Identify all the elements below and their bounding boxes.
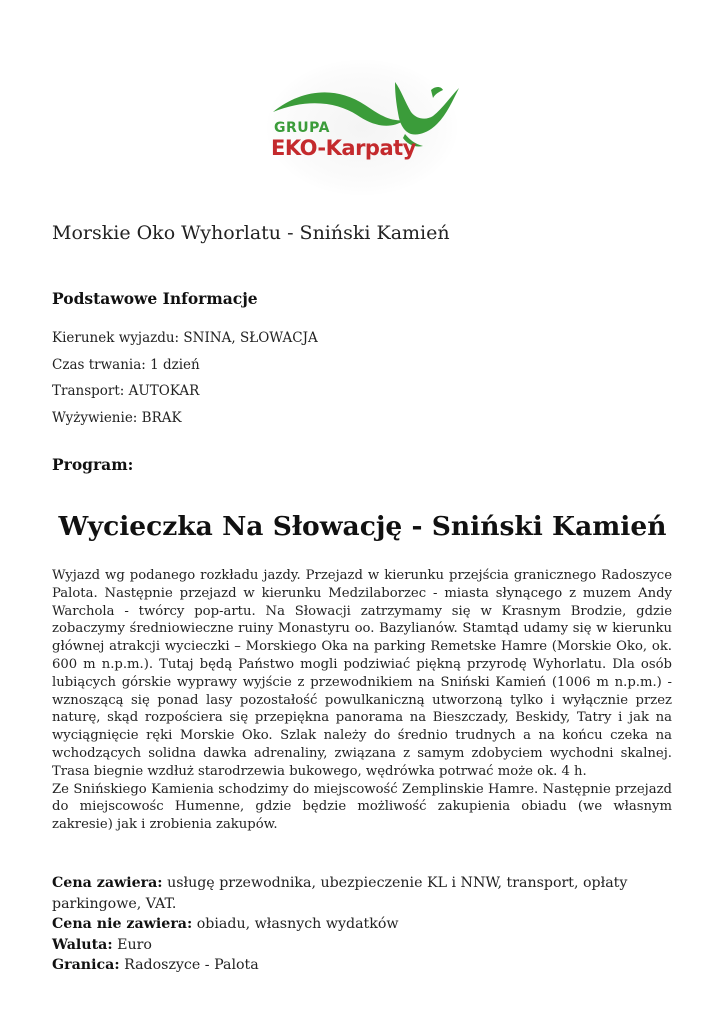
basic-info-heading: Podstawowe Informacje <box>52 289 258 308</box>
price-summary <box>52 873 682 976</box>
price-excludes <box>52 914 682 935</box>
info-direction: Kierunek wyjazdu: SNINA, SŁOWACJA <box>52 330 318 346</box>
logo-text-name: EKO-Karpaty <box>271 136 416 160</box>
price-includes-value: usługę przewodnika, ubezpieczenie KL i NNW, transport, opłaty parkingowe, VAT. <box>52 875 628 912</box>
currency-label: Waluta: <box>52 936 113 953</box>
logo-text-grupa: GRUPA <box>274 120 330 136</box>
info-meals: Wyżywienie: BRAK <box>52 410 182 426</box>
document-title: Morskie Oko Wyhorlatu - Sniński Kamień <box>52 222 450 244</box>
border-label: Granica: <box>52 957 120 973</box>
info-duration: Czas trwania: 1 dzień <box>52 357 200 373</box>
company-logo <box>255 60 470 200</box>
border-crossing <box>52 955 682 976</box>
program-paragraph: Ze Snińskiego Kamienia schodzimy do miejscowość Zemplinskie Hamre. Następnie przejazd do miejscowośc Humenne, gdzie będzie możliwość zakupienia obiadu (we własnym zakresie) jak i zrobienia zakupów. <box>52 781 672 833</box>
price-includes <box>52 873 682 914</box>
price-excludes-label: Cena nie zawiera: <box>52 916 193 932</box>
info-transport: Transport: AUTOKAR <box>52 383 200 399</box>
price-excludes-value: obiadu, własnych wydatków <box>192 916 399 932</box>
program-title: Wycieczka Na Słowację - Sniński Kamień <box>58 511 667 542</box>
currency <box>52 935 682 956</box>
program-paragraph: Wyjazd wg podanego rozkładu jazdy. Przejazd w kierunku przejścia granicznego Radoszyce Palota. Następnie przejazd w kierunku Medzilaborzec - miasta słynącego z muzem Andy Warchola - twórcy pop-artu. Na Słowacji zatrzymamy się w Krasnym Brodzie, gdzie zobaczymy średniowieczne ruiny Monastyru oo. Bazylianów. Stamtąd udamy się w kierunku głównej atrakcji wycieczki – Morskiego Oka na parking Remetske Hamre (Morskie Oko, ok. 600 m n.p.m.). Tutaj będą Państwo mogli podziwiać piękną przyrodę Wyhorlatu. Dla osób lubiących górskie wyprawy wyjście z przewodnikiem na Sniński Kamień (1006 m n.p.m.) - wznoszącą się ponad lasy pozostałość powulkaniczną utworzoną tylko i wyłącznie przez naturę, skąd rozpościera się przepiękna panorama na Bieszczady, Beskidy, Tatry i jak na wyciągnięcie ręki Morskie Oko. Szlak należy do średnio trudnych a na końcu czeka na wchodzących solidna dawka adrenaliny, związana z samym zdobyciem wychodni skalnej. Trasa biegnie wzdłuż starodrzewia bukowego, wędrówka potrwać może ok. 4 h. <box>52 568 672 779</box>
price-includes-label: Cena zawiera: <box>52 875 163 891</box>
program-description <box>52 567 672 834</box>
border-value: Radoszyce - Palota <box>119 957 259 973</box>
program-heading: Program: <box>52 455 134 474</box>
currency-value: Euro <box>112 936 152 953</box>
